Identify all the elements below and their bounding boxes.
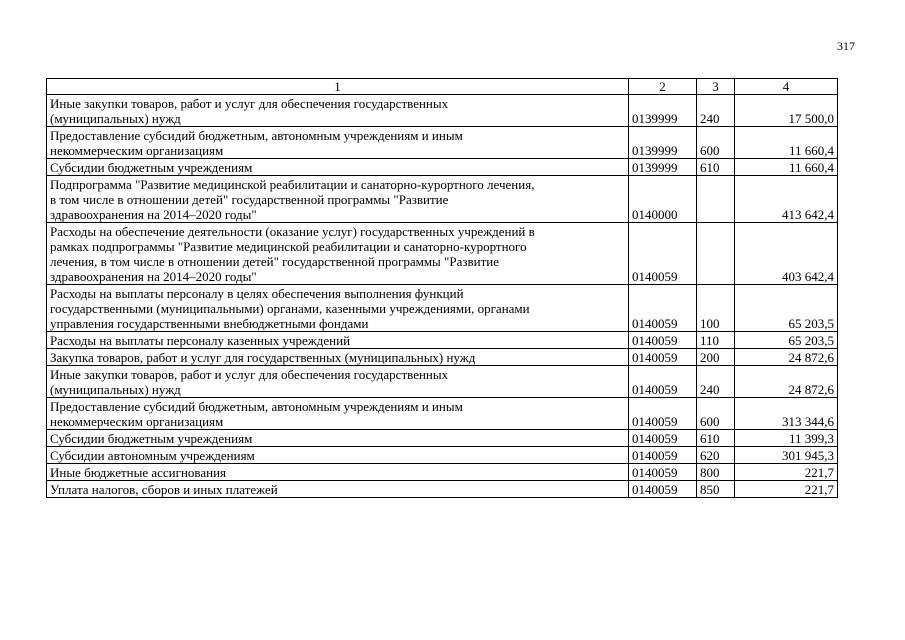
row-name-cell: Предоставление субсидий бюджетным, автономным учреждениям и иным некоммерческим организациям [47,127,629,159]
row-type-cell: 850 [697,481,735,498]
row-name-cell: Иные закупки товаров, работ и услуг для обеспечения государственных (муниципальных) нужд [47,95,629,127]
row-code-cell: 0140059 [629,481,697,498]
row-type-cell: 110 [697,332,735,349]
row-type-cell [697,176,735,223]
table-row [47,366,838,398]
row-type-cell: 200 [697,349,735,366]
row-code-cell: 0140059 [629,349,697,366]
budget-table [46,78,838,498]
row-code-cell: 0140059 [629,398,697,430]
row-amount-cell: 413 642,4 [735,176,838,223]
row-type-cell: 240 [697,95,735,127]
row-amount-cell: 301 945,3 [735,447,838,464]
row-type-cell: 620 [697,447,735,464]
row-type-cell: 610 [697,159,735,176]
row-code-cell: 0140059 [629,464,697,481]
table-row [47,464,838,481]
table-row [47,176,838,223]
row-name-cell: Расходы на выплаты персоналу казенных учреждений [47,332,629,349]
row-name-cell: Закупка товаров, работ и услуг для государственных (муниципальных) нужд [47,349,629,366]
row-type-cell: 100 [697,285,735,332]
row-amount-cell: 403 642,4 [735,223,838,285]
row-type-cell [697,223,735,285]
row-name-cell: Расходы на выплаты персоналу в целях обеспечения выполнения функций государственными (муниципальными) органами, казенными учреждениями, органами управления государственными внебюджетными фондами [47,285,629,332]
table-row [47,127,838,159]
row-type-cell: 240 [697,366,735,398]
row-name-cell: Субсидии бюджетным учреждениям [47,159,629,176]
column-header-amount: 4 [735,79,838,95]
row-name-cell: Подпрограмма "Развитие медицинской реабилитации и санаторно-курортного лечения, в том числе в отношении детей" государственной программы "Развитие здравоохранения на 2014–2020 годы" [47,176,629,223]
table-row [47,430,838,447]
row-amount-cell: 221,7 [735,481,838,498]
row-type-cell: 800 [697,464,735,481]
row-amount-cell: 221,7 [735,464,838,481]
row-code-cell: 0140059 [629,332,697,349]
row-code-cell: 0139999 [629,159,697,176]
table-row [47,95,838,127]
row-name-cell: Иные бюджетные ассигнования [47,464,629,481]
row-amount-cell: 24 872,6 [735,366,838,398]
table-header-row [47,79,838,95]
row-code-cell: 0140059 [629,366,697,398]
row-code-cell: 0140000 [629,176,697,223]
row-code-cell: 0140059 [629,223,697,285]
row-type-cell: 600 [697,398,735,430]
row-amount-cell: 11 399,3 [735,430,838,447]
row-amount-cell: 65 203,5 [735,332,838,349]
table-row [47,332,838,349]
column-header-name: 1 [47,79,629,95]
row-name-cell: Субсидии автономным учреждениям [47,447,629,464]
table-row [47,159,838,176]
row-code-cell: 0140059 [629,447,697,464]
row-code-cell: 0139999 [629,95,697,127]
row-name-cell: Субсидии бюджетным учреждениям [47,430,629,447]
row-code-cell: 0140059 [629,430,697,447]
row-code-cell: 0140059 [629,285,697,332]
table-row [47,398,838,430]
column-header-type: 3 [697,79,735,95]
row-type-cell: 600 [697,127,735,159]
row-name-cell: Иные закупки товаров, работ и услуг для обеспечения государственных (муниципальных) нужд [47,366,629,398]
row-type-cell: 610 [697,430,735,447]
table-row [47,285,838,332]
table-row [47,481,838,498]
row-amount-cell: 17 500,0 [735,95,838,127]
row-amount-cell: 11 660,4 [735,127,838,159]
table-body [47,95,838,498]
row-amount-cell: 11 660,4 [735,159,838,176]
row-name-cell: Уплата налогов, сборов и иных платежей [47,481,629,498]
row-name-cell: Расходы на обеспечение деятельности (оказание услуг) государственных учреждений в рамках подпрограммы "Развитие медицинской реабилитации и санаторно-курортного лечения, в том числе в отношении детей" государственной программы "Развитие здравоохранения на 2014–2020 годы" [47,223,629,285]
page-number: 317 [837,39,855,53]
row-name-cell: Предоставление субсидий бюджетным, автономным учреждениям и иным некоммерческим организациям [47,398,629,430]
table-row [47,349,838,366]
table-row [47,223,838,285]
row-amount-cell: 24 872,6 [735,349,838,366]
row-code-cell: 0139999 [629,127,697,159]
row-amount-cell: 65 203,5 [735,285,838,332]
table-row [47,447,838,464]
column-header-code: 2 [629,79,697,95]
row-amount-cell: 313 344,6 [735,398,838,430]
